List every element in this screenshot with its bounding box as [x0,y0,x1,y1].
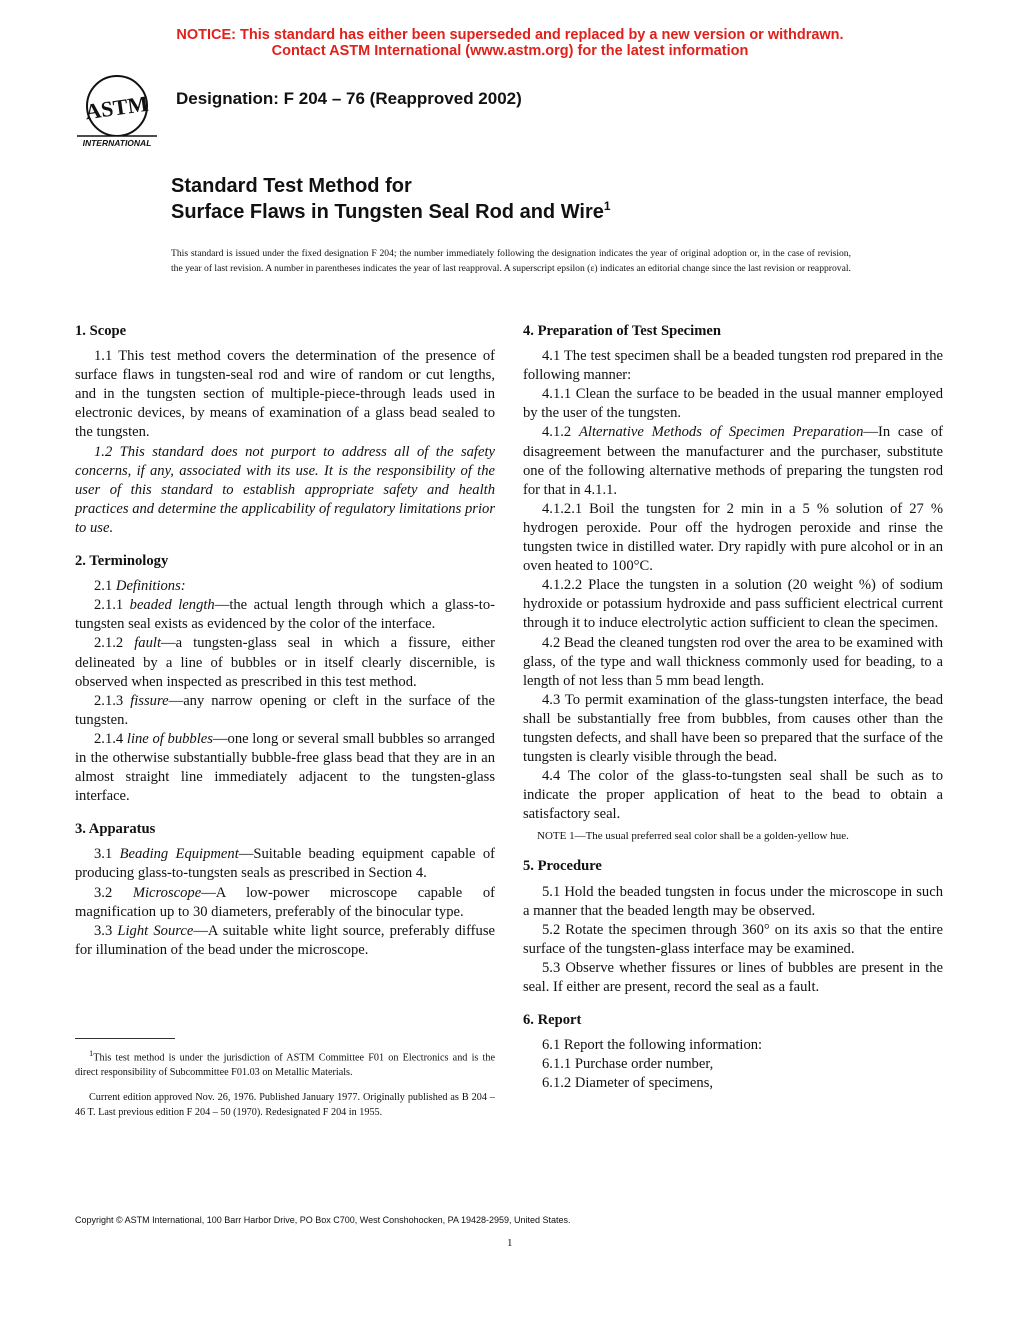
term: fissure [130,692,169,709]
paragraph-6-1: 6.1 Report the following information: [542,1037,763,1054]
footnote-2: Current edition approved Nov. 26, 1976. Published January 1977. Originally published as B 204 – 46 T. Last previous edition F 204 – 50 (1970). Redesignated F 204 in 1955. [75,1092,495,1118]
term: fault [134,635,162,652]
section-heading-scope: 1. Scope [75,323,127,339]
definition: —one long or several small bubbles so arranged in the otherwise substantially bubble-free glass bead that they are in an almost straight line immediately adjacent to the tungsten-glass interface. [75,730,495,805]
definition: —any narrow opening or cleft in the surface of the tungsten. [75,692,495,728]
title-main: Surface Flaws in Tungsten Seal Rod and Wire [171,201,604,223]
term: Definitions: [115,578,186,595]
definition: —A suitable white light source, preferably diffuse for illumination of the bead under the microscope. [75,922,495,958]
paragraph-number: 2.1.1 [94,597,124,614]
note-1: NOTE 1—The usual preferred seal color shall be a golden-yellow hue. [537,830,849,843]
paragraph-4-1: 4.1 The test specimen shall be a beaded tungsten rod prepared in the following manner: [523,348,943,384]
paragraph-1-1: 1.1 This test method covers the determination of the presence of surface flaws in tungsten-seal rod and wire of random or cut lengths, and in the tungsten section of multiple-piece-through leads used in electronic devices, by means of examination of a glass bead sealed to the tungsten. [75,348,495,441]
left-column [75,322,495,960]
term: Light Source [117,922,194,939]
paragraph-3-1 [75,845,495,883]
right-column [523,322,943,1093]
paragraph-number: 4.1.2 [542,424,572,441]
paragraph-2-1-2 [75,634,495,691]
term: Microscope [132,884,202,901]
definition: —the actual length through which a glass-to-tungsten seal exists as evidenced by the color of the interface. [75,597,495,633]
term: Alternative Methods of Specimen Preparation [579,424,864,441]
page-number: 1 [507,1237,513,1249]
paragraph-5-3: 5.3 Observe whether fissures or lines of bubbles are present in the seal. If either are present, record the seal as a fault. [523,959,943,995]
footnote-text: This test method is under the jurisdiction of ASTM Committee F01 on Electronics and is the direct responsibility of Subcommittee F01.03 on Metallic Materials. [75,1052,495,1078]
paragraph-number: 2.1.4 [94,730,124,747]
paragraph-2-1-1 [75,596,495,634]
paragraph-4-4: 4.4 The color of the glass-to-tungsten seal shall be such as to indicate the proper application of heat to the bead to obtain a satisfactory seal. [523,768,943,823]
paragraph-number: 2.1 [94,578,113,595]
paragraph-number: 3.1 [94,846,113,863]
paragraph-number: 2.1.2 [94,635,124,652]
paragraph-1-2 [75,443,495,538]
paragraph-number: 2.1.3 [94,692,124,709]
term: beaded length [129,597,215,614]
section-heading-apparatus: 3. Apparatus [75,821,156,838]
designation: Designation: F 204 – 76 (Reapproved 2002) [176,89,522,108]
title-line-2 [171,199,611,224]
astm-logo [72,72,162,152]
paragraph-1-2-text: 1.2 This standard does not purport to address all of the safety concerns, if any, associated with its use. It is the responsibility of the user of this standard to establish appropriate safety and health practices and determine the applicability of regulatory limitations prior to use. [75,443,495,536]
paragraph-4-2: 4.2 Bead the cleaned tungsten rod over the area to be examined with glass, of the type and wall thickness commonly used for beading, to a length of not less than 5 mm bead length. [523,634,943,689]
paragraph-4-1-1: 4.1.1 Clean the surface to be beaded in the usual manner employed by the user of the tungsten. [523,386,943,422]
footnote-mark: 1 [89,1048,94,1058]
definition: —A low-power microscope capable of magnification up to 30 diameters, preferably of the binocular type. [75,884,495,920]
intro-paragraph: This standard is issued under the fixed designation F 204; the number immediately following the designation indicates the year of original adoption or, in the case of revision, the year of last revision. A number in parentheses indicates the year of last reapproval. A superscript epsilon (ε) indicates an editorial change since the last revision or reapproval. [171,248,851,274]
footnote-divider [75,1038,175,1039]
logo-subtext: INTERNATIONAL [82,138,152,148]
title-footnote-mark: 1 [603,199,611,213]
term: line of bubbles [126,730,213,747]
paragraph-3-3 [75,922,495,960]
copyright: Copyright © ASTM International, 100 Barr Harbor Drive, PO Box C700, West Conshohocken, PA 19428-2959, United States. [75,1215,571,1225]
section-heading-terminology: 2. Terminology [75,553,169,570]
title-line-1: Standard Test Method for [171,175,412,197]
paragraph-3-2 [75,884,495,922]
paragraph-4-1-2-2: 4.1.2.2 Place the tungsten in a solution (20 weight %) of sodium hydroxide or potassium hydroxide and pass sufficient electrical current through it to induce electrolytic action sufficient to clean the specimen. [523,577,943,632]
footnote-1 [75,1046,495,1081]
astm-logo-icon [72,72,162,152]
paragraph-6-1-2: 6.1.2 Diameter of specimens, [542,1075,714,1092]
paragraph-2-1 [75,577,495,596]
paragraph-4-1-2-1: 4.1.2.1 Boil the tungsten for 2 min in a 5 % solution of 27 % hydrogen peroxide. Pour off the hydrogen peroxide and rinse the tungsten twice in distilled water. Dry rapidly with pure alcohol or in an oven heated to 100°C. [523,500,943,575]
term: Beading Equipment [119,846,239,863]
notice-line-2: Contact ASTM International (www.astm.org) for the latest information [271,43,749,59]
paragraph-5-2: 5.2 Rotate the specimen through 360° on its axis so that the entire surface of the tungsten-glass interface may be examined. [523,921,943,957]
section-heading-report: 6. Report [523,1012,582,1029]
paragraph-4-3: 4.3 To permit examination of the glass-tungsten interface, the bead shall be substantially free from bubbles, from causes other than the tungsten defects, and shall have been so prepared that the surface of the tungsten is clearly visible through the bead. [523,691,943,766]
paragraph-4-1-2 [523,423,943,499]
paragraph-number: 3.3 [94,922,113,939]
definition: —Suitable beading equipment capable of producing glass-to-tungsten seals as prescribed in Section 4. [75,846,495,882]
section-heading-procedure: 5. Procedure [523,858,602,875]
paragraph-5-1: 5.1 Hold the beaded tungsten in focus under the microscope in such a manner that the beaded length may be observed. [523,883,943,919]
paragraph-2-1-4 [75,730,495,806]
notice-line-1: NOTICE: This standard has either been superseded and replaced by a new version or withdrawn. [176,27,844,43]
paragraph-number: 3.2 [94,884,113,901]
logo-text: ASTM [83,90,150,125]
definition: —In case of disagreement between the manufacturer and the purchaser, substitute one of the following alternative methods of preparing the tungsten rod for that in 4.1.1. [523,424,943,498]
paragraph-6-1-1: 6.1.1 Purchase order number, [542,1056,714,1073]
definition: —a tungsten-glass seal in which a fissure, either delineated by a line of bubbles or in itself clearly discernible, is observed when inspected as prescribed in this test method. [75,635,495,690]
section-heading-preparation: 4. Preparation of Test Specimen [523,323,721,339]
paragraph-2-1-3 [75,692,495,730]
